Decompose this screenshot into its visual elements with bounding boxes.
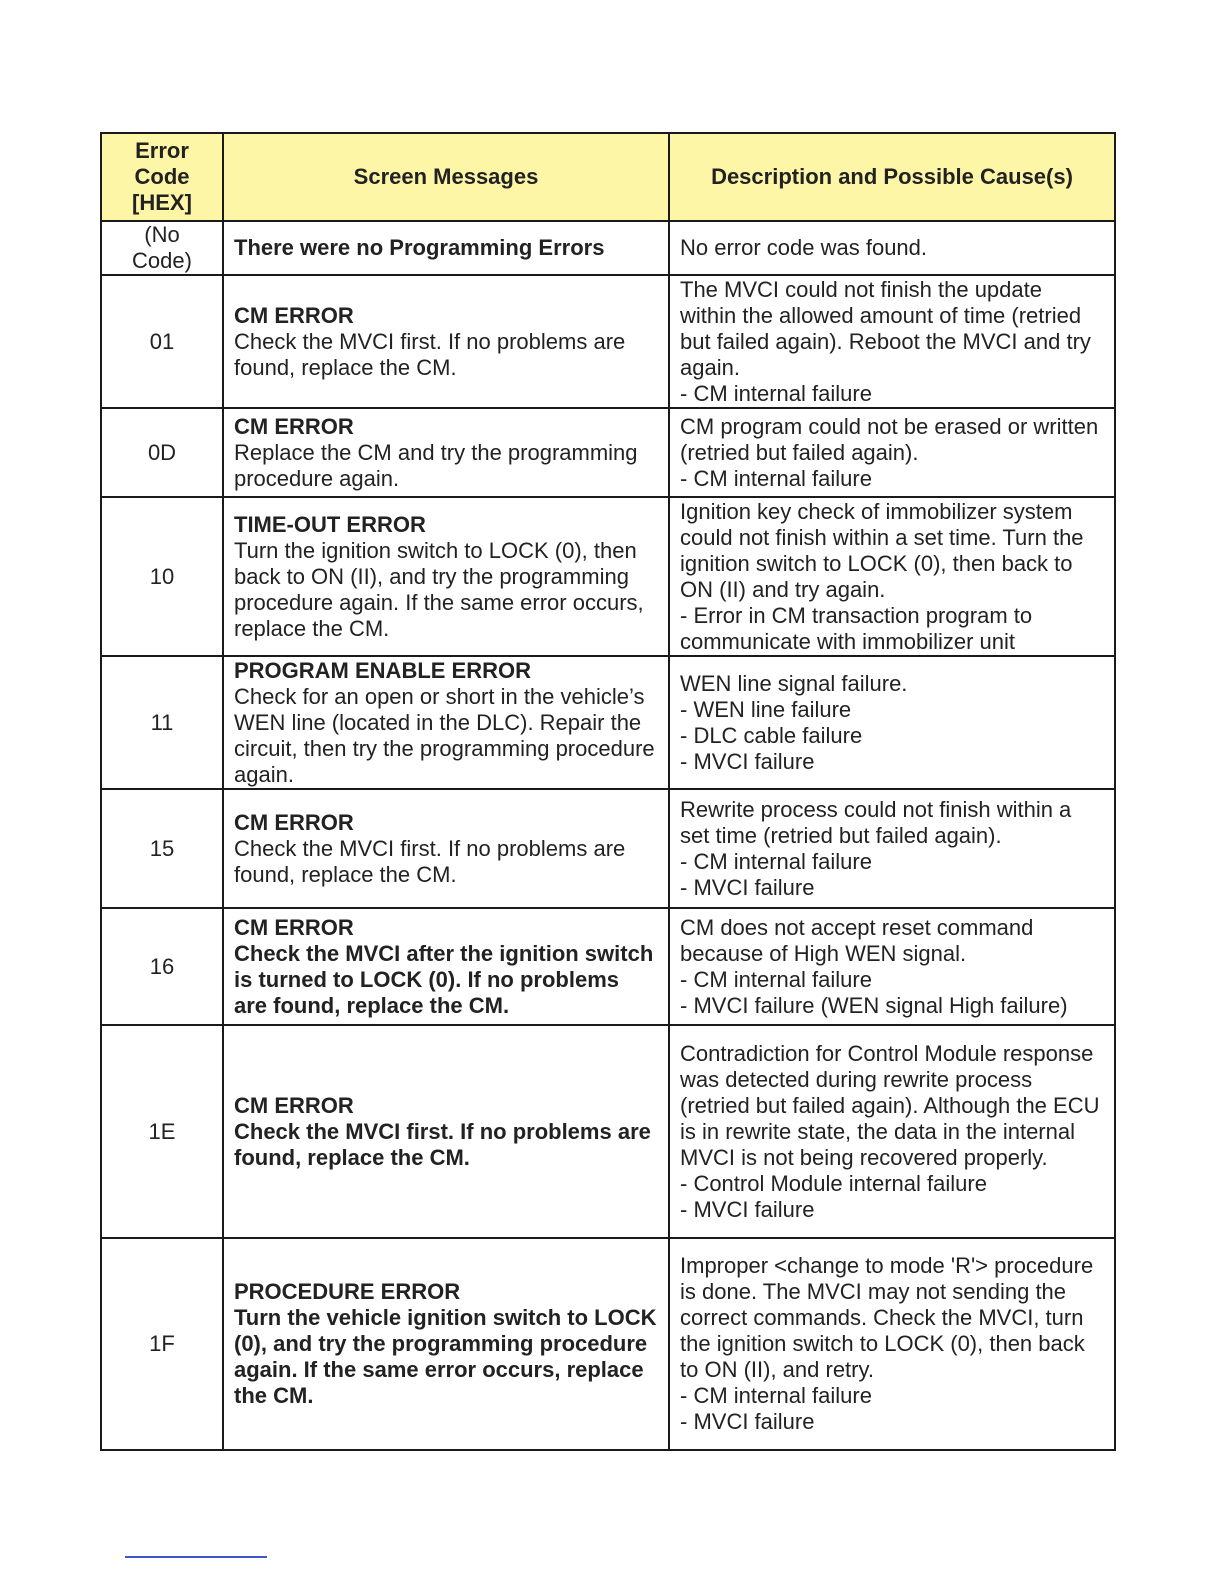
table-row — [101, 1238, 1115, 1450]
table-row — [101, 789, 1115, 908]
screen-message-cell — [223, 221, 669, 275]
screen-message-cell — [223, 275, 669, 408]
message-title: CM ERROR — [234, 1092, 354, 1118]
message-title: PROCEDURE ERROR — [234, 1279, 461, 1304]
screen-message-cell — [223, 1025, 669, 1238]
description-text: CM does not accept reset command because of High WEN signal. — [680, 914, 1034, 966]
header-error-code: Error Code [HEX] — [101, 133, 223, 221]
description-text: No error code was found. — [680, 235, 928, 260]
table-row — [101, 275, 1115, 408]
description-text: CM program could not be erased or written (retried but failed again). — [680, 413, 1099, 465]
possible-cause: - MVCI failure — [680, 1196, 815, 1222]
message-title: CM ERROR — [234, 914, 354, 940]
error-code-cell: (No Code) — [101, 221, 223, 275]
message-title: CM ERROR — [234, 302, 354, 328]
table-row — [101, 497, 1115, 656]
error-code-cell: 01 — [101, 275, 223, 408]
screen-message-cell — [223, 1238, 669, 1450]
error-code-cell: 10 — [101, 497, 223, 656]
message-title: CM ERROR — [234, 809, 354, 835]
header-description: Description and Possible Cause(s) — [669, 133, 1115, 221]
message-title: CM ERROR — [234, 413, 354, 439]
screen-message-cell — [223, 908, 669, 1025]
possible-cause: - CM internal failure — [680, 1383, 872, 1408]
description-text: Ignition key check of immobilizer system could not finish within a set time. Turn the ignition switch to LOCK (0), then back to ON (II) and try again. — [680, 498, 1084, 602]
description-text: Rewrite process could not finish within a set time (retried but failed again). — [680, 796, 1072, 848]
message-title: There were no Programming Errors — [234, 235, 605, 260]
table-header-row — [101, 133, 1115, 221]
table-row — [101, 408, 1115, 497]
error-code-cell: 16 — [101, 908, 223, 1025]
possible-cause: - Error in CM transaction program to communicate with immobilizer unit — [680, 602, 1033, 654]
message-title: TIME-OUT ERROR — [234, 511, 426, 537]
possible-cause: - DLC cable failure — [680, 722, 863, 748]
possible-cause: - WEN line failure — [680, 696, 852, 722]
message-text: Check the MVCI first. If no problems are found, replace the CM. — [234, 835, 626, 887]
message-text: Replace the CM and try the programming procedure again. — [234, 439, 638, 491]
error-code-cell: 11 — [101, 656, 223, 789]
possible-cause: - MVCI failure — [680, 874, 815, 900]
possible-cause: - CM internal failure — [680, 380, 872, 406]
description-cell — [669, 1025, 1115, 1238]
error-code-cell: 0D — [101, 408, 223, 497]
screen-message-cell — [223, 497, 669, 656]
description-cell — [669, 408, 1115, 497]
description-cell — [669, 275, 1115, 408]
error-code-cell: 1F — [101, 1238, 223, 1450]
possible-cause: - MVCI failure — [680, 1409, 815, 1434]
message-text: Turn the vehicle ignition switch to LOCK (0), and try the programming procedure again. If the same error occurs, replace the CM. — [234, 1305, 657, 1408]
header-screen-messages: Screen Messages — [223, 133, 669, 221]
possible-cause: - MVCI failure — [680, 748, 815, 774]
description-text: The MVCI could not finish the update within the allowed amount of time (retried but failed again). Reboot the MVCI and try again. — [680, 276, 1091, 380]
message-text: Check the MVCI first. If no problems are found, replace the CM. — [234, 328, 626, 380]
error-code-table — [100, 132, 1116, 1451]
possible-cause: - CM internal failure — [680, 848, 872, 874]
possible-cause: - MVCI failure (WEN signal High failure) — [680, 992, 1068, 1018]
table-row — [101, 1025, 1115, 1238]
description-text: Improper <change to mode 'R'> procedure is done. The MVCI may not sending the correct commands. Check the MVCI, turn the ignition switch to LOCK (0), then back to ON (II), and retry. — [680, 1253, 1094, 1382]
table-row — [101, 908, 1115, 1025]
table-row — [101, 221, 1115, 275]
screen-message-cell — [223, 656, 669, 789]
table-row — [101, 656, 1115, 789]
description-cell — [669, 908, 1115, 1025]
screen-message-cell — [223, 789, 669, 908]
description-cell — [669, 221, 1115, 275]
error-code-cell: 15 — [101, 789, 223, 908]
message-text: Check the MVCI first. If no problems are found, replace the CM. — [234, 1118, 651, 1170]
description-text: WEN line signal failure. — [680, 670, 908, 696]
error-code-cell: 1E — [101, 1025, 223, 1238]
possible-cause: - CM internal failure — [680, 465, 872, 491]
message-text: Turn the ignition switch to LOCK (0), then back to ON (II), and try the programming procedure again. If the same error occurs, replace the CM. — [234, 537, 644, 641]
message-text: Check for an open or short in the vehicle’s WEN line (located in the DLC). Repair the circuit, then try the programming procedure again. — [234, 683, 655, 787]
description-cell — [669, 1238, 1115, 1450]
message-title: PROGRAM ENABLE ERROR — [234, 657, 532, 683]
screen-message-cell — [223, 408, 669, 497]
possible-cause: - Control Module internal failure — [680, 1170, 987, 1196]
description-text: Contradiction for Control Module response was detected during rewrite process (retried but failed again). Although the ECU is in rewrite state, the data in the internal MVCI is not being recovered properly. — [680, 1040, 1100, 1170]
description-cell — [669, 656, 1115, 789]
message-text: Check the MVCI after the ignition switch is turned to LOCK (0). If no problems are found, replace the CM. — [234, 940, 654, 1018]
description-cell — [669, 497, 1115, 656]
possible-cause: - CM internal failure — [680, 966, 872, 992]
footnote-divider — [125, 1556, 267, 1558]
description-cell — [669, 789, 1115, 908]
